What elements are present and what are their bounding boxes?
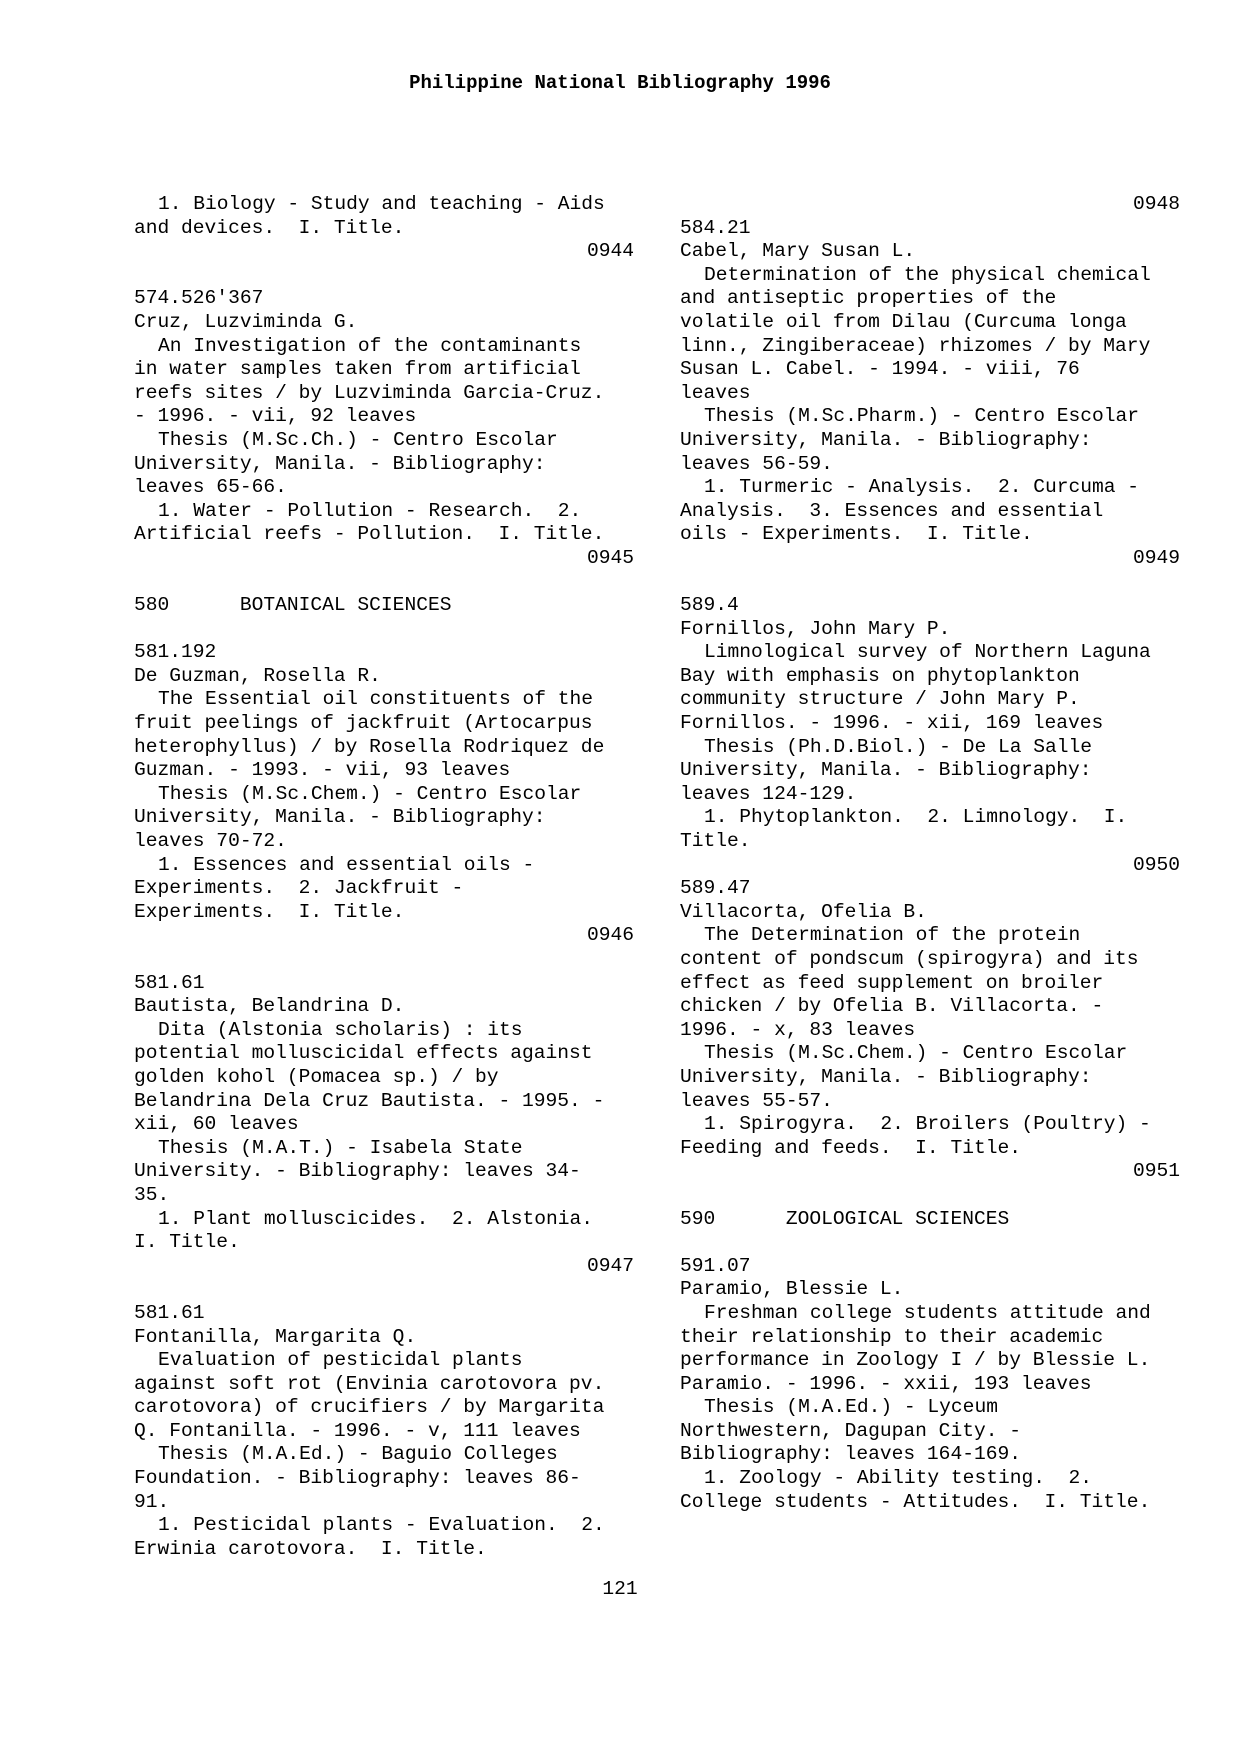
blank-line [134, 1278, 634, 1302]
subject-line: 1. Plant molluscicides. 2. Alstonia. [158, 1207, 594, 1230]
thesis-note: University, Manila. - Bibliography: [134, 806, 546, 829]
thesis-note: Thesis (M.Sc.Chem.) - Centro Escolar [704, 1042, 1128, 1065]
author: Fontanilla, Margarita Q. [134, 1325, 417, 1348]
call-number: 581.192 [134, 641, 217, 664]
title-line: carotovora) of crucifiers / by Margarita [134, 1396, 605, 1419]
thesis-note: Thesis (M.Sc.Chem.) - Centro Escolar [158, 782, 582, 805]
thesis-note: University, Manila. - Bibliography: [680, 1065, 1092, 1088]
subject-line: oils - Experiments. I. Title. [680, 523, 1033, 546]
title-line: heterophyllus) / by Rosella Rodriquez de [134, 735, 605, 758]
subject-line: I. Title. [134, 1231, 240, 1254]
entry-number: 0946 [586, 924, 634, 947]
title-line: and antiseptic properties of the [680, 287, 1057, 310]
title-line: xii, 60 leaves [134, 1113, 299, 1136]
entry-number: 0944 [586, 240, 634, 263]
blank-line [134, 948, 634, 972]
title-line: in water samples taken from artificial [134, 358, 581, 381]
subject-line: Feeding and feeds. I. Title. [680, 1136, 1021, 1159]
entry-number: 0951 [1132, 1160, 1180, 1183]
title-line: golden kohol (Pomacea sp.) / by [134, 1065, 499, 1088]
author: Cabel, Mary Susan L. [680, 240, 916, 263]
section-heading: 580 BOTANICAL SCIENCES [134, 594, 452, 617]
thesis-note: Bibliography: leaves 164-169. [680, 1443, 1021, 1466]
thesis-note: Thesis (M.Sc.Ch.) - Centro Escolar [158, 428, 558, 451]
page-title: Philippine National Bibliography 1996 [409, 72, 831, 94]
thesis-note: Thesis (Ph.D.Biol.) - De La Salle [704, 735, 1093, 758]
author: De Guzman, Rosella R. [134, 664, 381, 687]
author: Villacorta, Ofelia B. [680, 900, 927, 923]
thesis-note: leaves 65-66. [134, 476, 287, 499]
title-line: their relationship to their academic [680, 1325, 1104, 1348]
entry-number: 0949 [1132, 546, 1180, 569]
title-line: Dita (Alstonia scholaris) : its [158, 1018, 523, 1041]
call-number: 574.526'367 [134, 287, 264, 310]
subject-line: College students - Attitudes. I. Title. [680, 1490, 1151, 1513]
title-line: community structure / John Mary P. [680, 688, 1080, 711]
title-line: fruit peelings of jackfruit (Artocarpus [134, 712, 593, 735]
call-number: 591.07 [680, 1254, 751, 1277]
thesis-note: 35. [134, 1183, 170, 1206]
subject-line: 1. Zoology - Ability testing. 2. [704, 1467, 1093, 1490]
thesis-note: University, Manila. - Bibliography: [680, 428, 1092, 451]
subject-line: Experiments. 2. Jackfruit - [134, 877, 464, 900]
call-number: 581.61 [134, 1301, 205, 1324]
blank-line [134, 618, 634, 642]
title-line: The Essential oil constituents of the [158, 688, 594, 711]
left-column [134, 193, 634, 1561]
title-line: Bay with emphasis on phytoplankton [680, 664, 1080, 687]
section-heading: 590 ZOOLOGICAL SCIENCES [680, 1207, 1010, 1230]
thesis-note: leaves 56-59. [680, 452, 833, 475]
title-line: volatile oil from Dilau (Curcuma longa [680, 310, 1127, 333]
title-line: Paramio. - 1996. - xxii, 193 leaves [680, 1372, 1092, 1395]
title-line: linn., Zingiberaceae) rhizomes / by Mary [680, 334, 1151, 357]
thesis-note: Thesis (M.A.T.) - Isabela State [158, 1136, 523, 1159]
thesis-note: University, Manila. - Bibliography: [134, 452, 546, 475]
title-line: An Investigation of the contaminants [158, 334, 582, 357]
thesis-note: leaves 124-129. [680, 782, 857, 805]
subject-line: Erwinia carotovora. I. Title. [134, 1537, 487, 1560]
thesis-note: Thesis (M.A.Ed.) - Baguio Colleges [158, 1443, 558, 1466]
title-line: effect as feed supplement on broiler [680, 971, 1104, 994]
entry-number: 0947 [586, 1254, 634, 1277]
title-line: potential molluscicidal effects against [134, 1042, 593, 1065]
subject-line: 1. Pesticidal plants - Evaluation. 2. [158, 1514, 605, 1537]
subject-line: 1. Water - Pollution - Research. 2. [158, 499, 582, 522]
thesis-note: 91. [134, 1490, 170, 1513]
blank-line [134, 264, 634, 288]
thesis-note: Northwestern, Dagupan City. - [680, 1419, 1021, 1442]
title-line: Evaluation of pesticidal plants [158, 1349, 523, 1372]
call-number: 581.61 [134, 971, 205, 994]
entry-number: 0950 [1132, 853, 1180, 876]
title-line: leaves [680, 381, 751, 404]
author: Paramio, Blessie L. [680, 1278, 904, 1301]
call-number: 584.21 [680, 216, 751, 239]
title-line: chicken / by Ofelia B. Villacorta. - [680, 995, 1104, 1018]
author: Fornillos, John Mary P. [680, 617, 951, 640]
right-column [680, 193, 1180, 1514]
entry-number: 0948 [1132, 193, 1180, 215]
title-line: content of pondscum (spirogyra) and its [680, 948, 1139, 970]
blank-line [680, 1184, 1180, 1208]
title-line: against soft rot (Envinia carotovora pv. [134, 1372, 605, 1395]
subject-line: 1. Phytoplankton. 2. Limnology. I. [704, 806, 1128, 829]
title-line: Freshman college students attitude and [704, 1301, 1151, 1324]
thesis-note: Thesis (M.A.Ed.) - Lyceum [704, 1396, 998, 1419]
thesis-note: Foundation. - Bibliography: leaves 86- [134, 1467, 581, 1490]
title-line: Determination of the physical chemical [704, 263, 1151, 286]
thesis-note: University, Manila. - Bibliography: [680, 759, 1092, 782]
author: Cruz, Luzviminda G. [134, 310, 358, 333]
blank-line [680, 1231, 1180, 1255]
subject-line: Experiments. I. Title. [134, 900, 405, 923]
title-line: 1996. - x, 83 leaves [680, 1018, 916, 1041]
subject-line: 1. Biology - Study and teaching - Aids [158, 193, 605, 215]
blank-line [134, 571, 634, 595]
call-number: 589.47 [680, 877, 751, 900]
title-line: The Determination of the protein [704, 924, 1081, 947]
author: Bautista, Belandrina D. [134, 995, 405, 1018]
title-line: performance in Zoology I / by Blessie L. [680, 1349, 1151, 1372]
title-line: reefs sites / by Luzviminda Garcia-Cruz. [134, 381, 605, 404]
title-line: Guzman. - 1993. - vii, 93 leaves [134, 759, 511, 782]
thesis-note: University. - Bibliography: leaves 34- [134, 1160, 581, 1183]
title-line: Belandrina Dela Cruz Bautista. - 1995. - [134, 1089, 605, 1112]
title-line: Limnological survey of Northern Laguna [704, 641, 1151, 664]
thesis-note: leaves 55-57. [680, 1089, 833, 1112]
subject-line: and devices. I. Title. [134, 216, 405, 239]
blank-line [680, 571, 1180, 595]
title-line: Susan L. Cabel. - 1994. - viii, 76 [680, 358, 1080, 381]
thesis-note: leaves 70-72. [134, 830, 287, 853]
entry-number: 0945 [586, 546, 634, 569]
subject-line: Artificial reefs - Pollution. I. Title. [134, 523, 605, 546]
call-number: 589.4 [680, 594, 739, 617]
subject-line: 1. Turmeric - Analysis. 2. Curcuma - [704, 476, 1140, 499]
title-line: Fornillos. - 1996. - xii, 169 leaves [680, 712, 1104, 735]
title-line: - 1996. - vii, 92 leaves [134, 405, 417, 428]
page-number: 121 [602, 1578, 638, 1600]
subject-line: 1. Spirogyra. 2. Broilers (Poultry) - [704, 1113, 1151, 1136]
subject-line: 1. Essences and essential oils - [158, 853, 535, 876]
subject-line: Analysis. 3. Essences and essential [680, 499, 1104, 522]
thesis-note: Thesis (M.Sc.Pharm.) - Centro Escolar [704, 405, 1140, 428]
title-line: Q. Fontanilla. - 1996. - v, 111 leaves [134, 1419, 581, 1442]
subject-line: Title. [680, 830, 751, 853]
